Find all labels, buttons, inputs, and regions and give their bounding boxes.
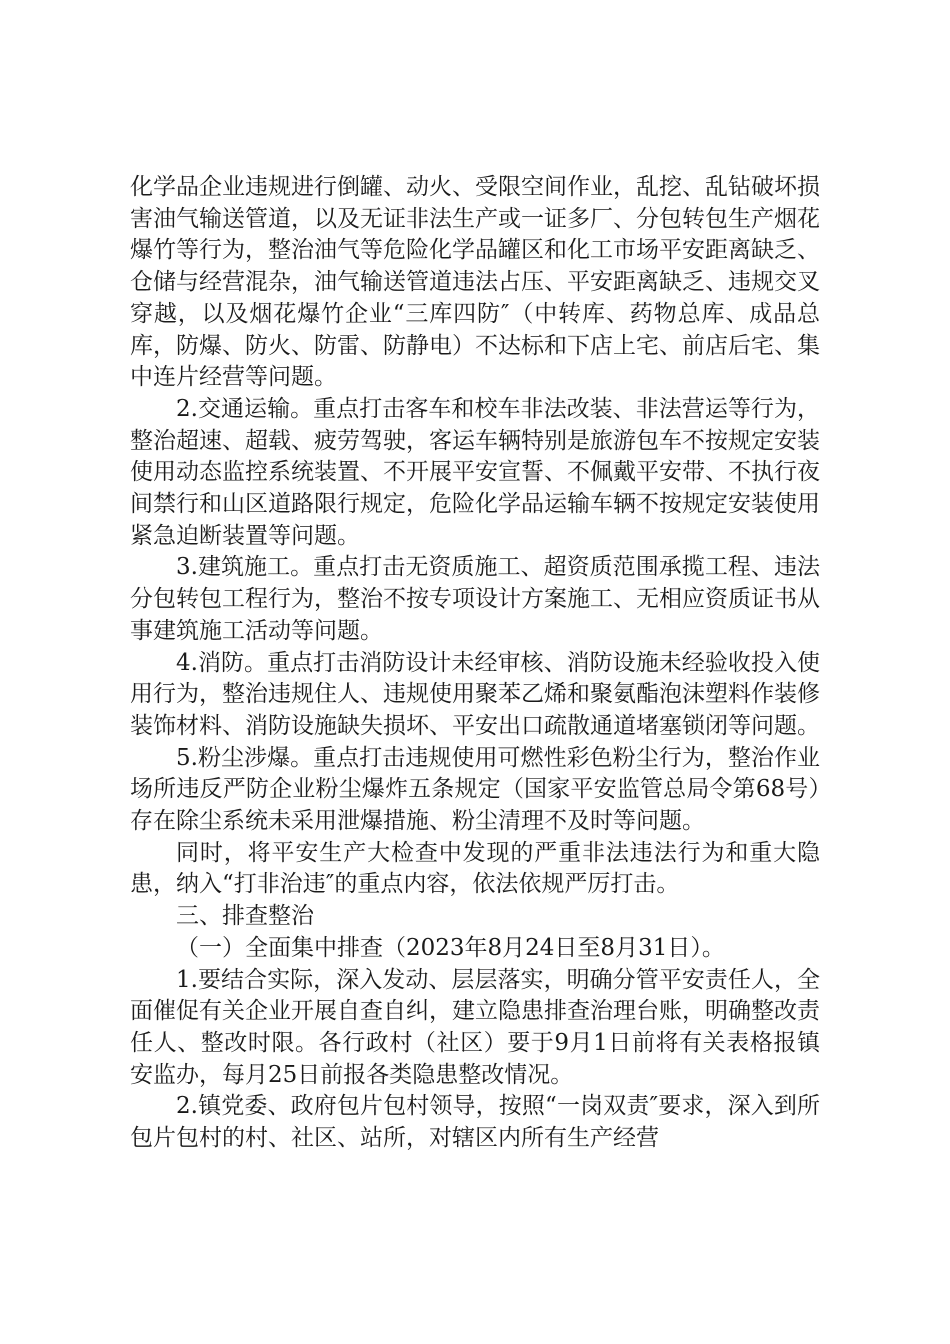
- paragraph-construction: 3.建筑施工。重点打击无资质施工、超资质范围承揽工程、违法分包转包工程行为，整治不按专项设计方案施工、无相应资质证书从事建筑施工活动等问题。: [130, 554, 820, 644]
- paragraph-hazardous-chemicals-cont: 化学品企业违规进行倒罐、动火、受限空间作业，乱挖、乱钻破坏损害油气输送管道，以及无证非法生产或一证多厂、分包转包生产烟花爆竹等行为，整治油气等危险化学品罐区和化工市场平安距离缺乏、仓储与经营混杂，油气输送管道违法占压、平安距离缺乏、违规交叉穿越，以及烟花爆竹企业“三库四防″（中转库、药物总库、成品总库，防爆、防火、防雷、防静电）不达标和下店上宅、前店后宅、集中连片经营等问题。: [130, 174, 820, 391]
- paragraph-item-2-leadership: 2.镇党委、政府包片包村领导，按照“一岗双责″要求，深入到所包片包村的村、社区、站所，对辖区内所有生产经营: [130, 1093, 820, 1152]
- paragraph-transportation: 2.交通运输。重点打击客车和校车非法改装、非法营运等行为，整治超速、超载、疲劳驾驶，客运车辆特别是旅游包车不按规定安装使用动态监控系统装置、不开展平安宣誓、不佩戴平安带、不执行夜间禁行和山区道路限行规定，危险化学品运输车辆不按规定安装使用紧急迫断装置等问题。: [130, 395, 820, 549]
- paragraph-fire-protection: 4.消防。重点打击消防设计未经审核、消防设施未经验收投入使用行为，整治违规住人、违规使用聚苯乙烯和聚氨酯泡沫塑料作装修装饰材料、消防设施缺失损坏、平安出口疏散通道堵塞锁闭等问题。: [130, 649, 820, 739]
- paragraph-major-hazards: 同时，将平安生产大检查中发现的严重非法违法行为和重大隐患，纳入“打非治违″的重点内容，依法依规严厉打击。: [130, 839, 820, 898]
- section-heading-inspection: 三、排查整治: [176, 903, 314, 930]
- paragraph-item-1-self-check: 1.要结合实际，深入发动、层层落实，明确分管平安责任人，全面催促有关企业开展自查自纠，建立隐患排查治理台账，明确整改责任人、整改时限。各行政村（社区）要于9月1日前将有关表格报镇安监办，每月25日前报各类隐患整改情况。: [130, 966, 820, 1088]
- document-body: [130, 172, 820, 1155]
- paragraph-dust-explosion: 5.粉尘涉爆。重点打击违规使用可燃性彩色粉尘行为，整治作业场所违反严防企业粉尘爆炸五条规定（国家平安监管总局令第68号）存在除尘系统未采用泄爆措施、粉尘清理不及时等问题。: [130, 744, 820, 835]
- subsection-heading-centralized-check: （一）全面集中排查（2023年8月24日至8月31日）。: [176, 934, 725, 961]
